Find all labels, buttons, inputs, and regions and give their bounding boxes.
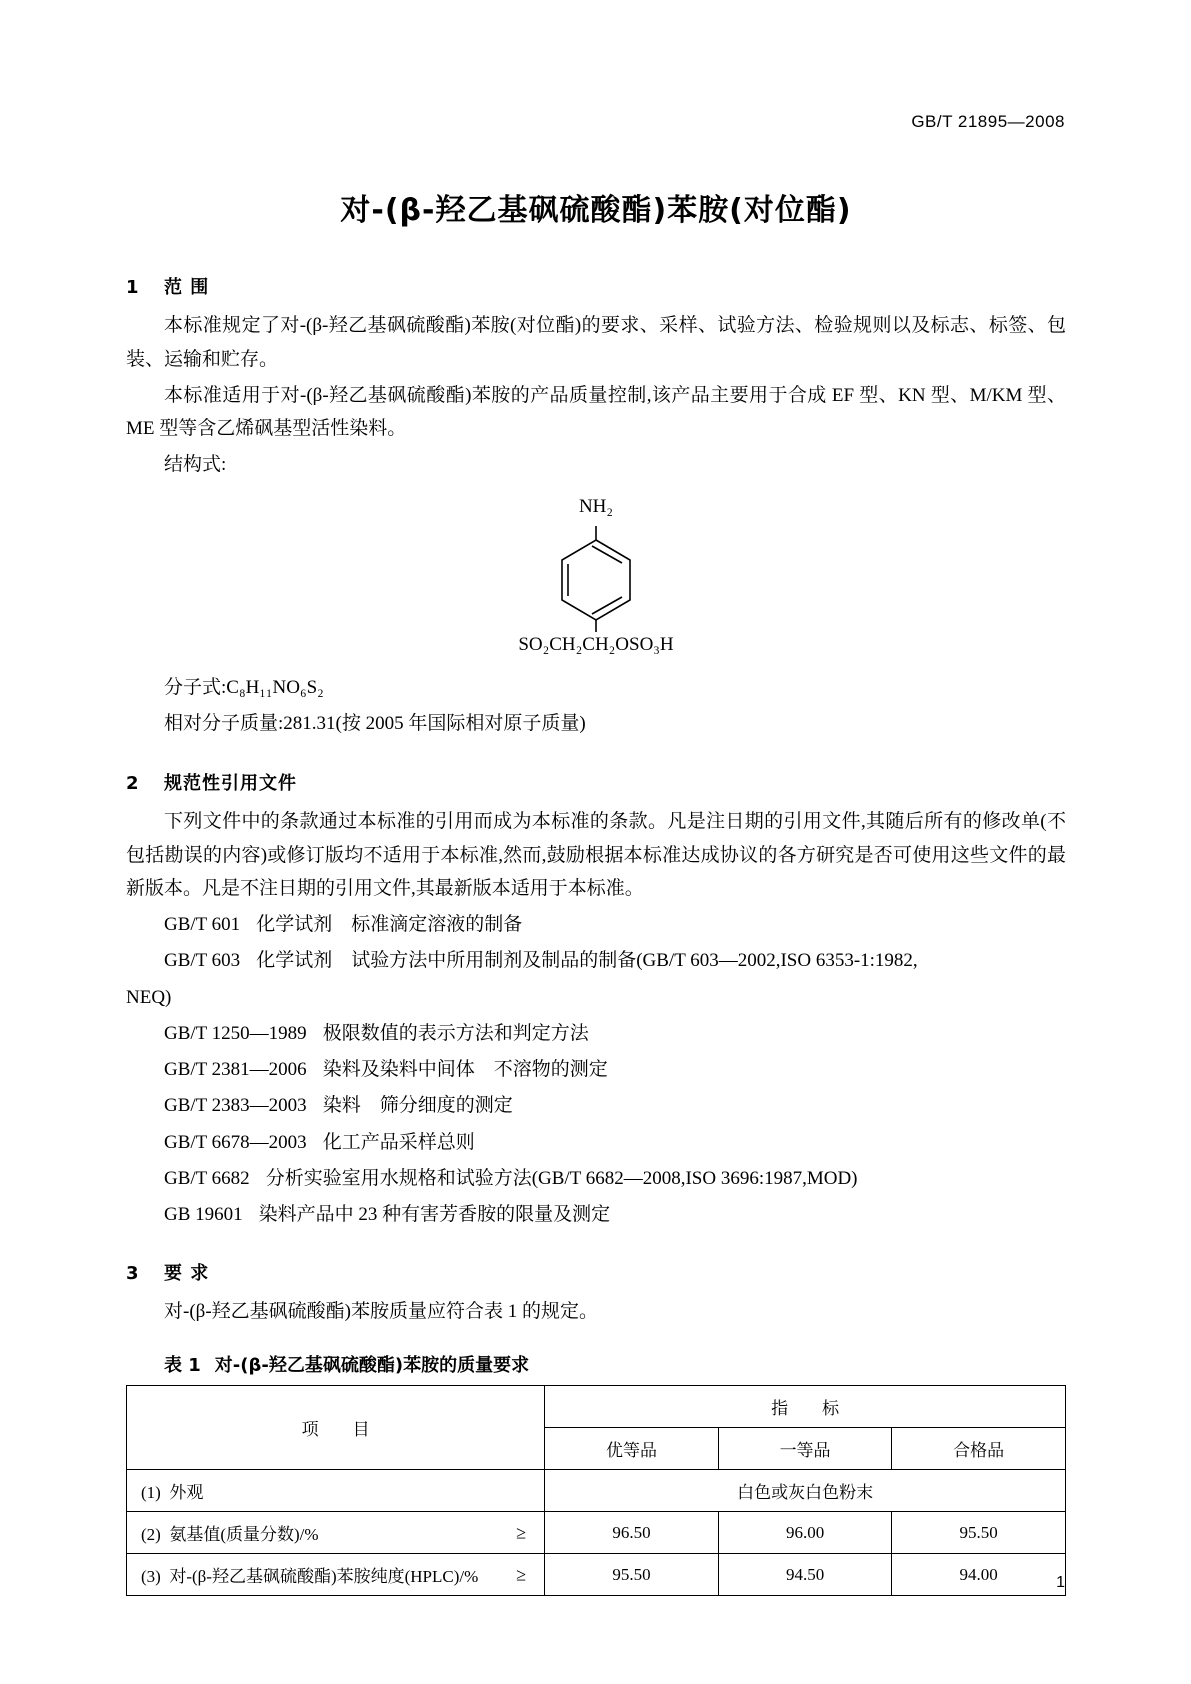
table-cell-value: 96.50 xyxy=(545,1512,719,1554)
section-heading-scope xyxy=(126,273,1066,299)
table-header-grade-1: 优等品 xyxy=(545,1428,719,1470)
reference-text: 化学试剂 标准滴定溶液的制备 xyxy=(256,914,523,936)
molar-mass-line: 相对分子质量:281.31(按 2005 年国际相对原子质量) xyxy=(164,712,586,734)
table-row xyxy=(127,1512,1066,1554)
section-number-2: 2 xyxy=(126,772,140,794)
table-cell-value-merged: 白色或灰白色粉末 xyxy=(545,1470,1066,1512)
requirements-table xyxy=(126,1385,1066,1596)
page-title: 对-(β-羟乙基砜硫酸酯)苯胺(对位酯) xyxy=(340,193,852,228)
benzene-ring-icon xyxy=(536,524,656,637)
section-number-3: 3 xyxy=(126,1263,140,1285)
section-heading-requirements xyxy=(126,1259,1066,1285)
list-item xyxy=(164,1126,1066,1159)
molecular-formula-line xyxy=(164,671,1066,705)
table-header-grade-2: 一等品 xyxy=(718,1428,892,1470)
table-cell-item xyxy=(127,1554,545,1596)
table-cell-item xyxy=(127,1470,545,1512)
table-header-index-group: 指 标 xyxy=(545,1386,1066,1428)
reference-code: GB 19601 xyxy=(164,1204,243,1226)
structure-bottom-group: SO₂CH₂CH₂OSO₃H xyxy=(518,634,674,656)
list-item xyxy=(164,1162,1066,1195)
references-intro: 下列文件中的条款通过本标准的引用而成为本标准的条款。凡是注日期的引用文件,其随后所有的修改单(不包括勘误的内容)或修订版均不适用于本标准,然而,鼓励根据本标准达成协议的各方研究是否可使用这些文件的最新版本。凡是不注日期的引用文件,其最新版本适用于本标准。 xyxy=(126,810,1066,900)
structure-label: 结构式: xyxy=(164,454,227,476)
list-item xyxy=(164,1017,1066,1050)
row-number: (3) xyxy=(141,1567,161,1587)
reference-code: GB/T 2383—2003 xyxy=(164,1095,307,1117)
reference-code: GB/T 601 xyxy=(164,914,241,936)
section-title-3: 要 求 xyxy=(164,1263,210,1285)
table-row xyxy=(127,1470,1066,1512)
reference-text-continued: NEQ) xyxy=(126,986,172,1008)
table-cell-value: 94.50 xyxy=(718,1554,892,1596)
molecular-formula-value: C₈H₁₁NO₆S₂ xyxy=(226,677,324,699)
row-item-text: 氨基值(质量分数)/% xyxy=(169,1525,319,1545)
row-item-text: 对-(β-羟乙基砜硫酸酯)苯胺纯度(HPLC)/% xyxy=(169,1567,479,1587)
section-number-1: 1 xyxy=(126,277,140,298)
row-number: (2) xyxy=(141,1525,161,1545)
benzene-ring-svg xyxy=(536,524,656,632)
table-cell-value: 95.50 xyxy=(892,1512,1066,1554)
reference-text: 染料产品中 23 种有害芳香胺的限量及测定 xyxy=(258,1204,611,1226)
chemical-structure-figure xyxy=(126,496,1066,661)
table-caption-number: 表 1 xyxy=(164,1355,201,1377)
reference-text: 染料 筛分细度的测定 xyxy=(322,1095,513,1117)
molecular-formula-label: 分子式: xyxy=(164,677,227,699)
section-title-2: 规范性引用文件 xyxy=(164,772,297,794)
row-item-text: 外观 xyxy=(169,1483,204,1503)
list-item xyxy=(164,908,1066,941)
page-number: 1 xyxy=(1056,1574,1065,1591)
row-number: (1) xyxy=(141,1483,161,1503)
reference-text: 极限数值的表示方法和判定方法 xyxy=(322,1022,589,1044)
requirements-paragraph: 对-(β-羟乙基砜硫酸酯)苯胺质量应符合表 1 的规定。 xyxy=(164,1301,598,1323)
page-header-standard-number: GB/T 21895—2008 xyxy=(911,112,1065,131)
table-cell-item xyxy=(127,1512,545,1554)
row-comparator: ≥ xyxy=(516,1564,527,1585)
structure-drawing xyxy=(466,496,726,656)
scope-paragraph-2: 本标准适用于对-(β-羟乙基砜硫酸酯)苯胺的产品质量控制,该产品主要用于合成 EF 型、KN 型、M/KM 型、ME 型等含乙烯砜基型活性染料。 xyxy=(126,384,1066,440)
reference-code: GB/T 2381—2006 xyxy=(164,1059,307,1081)
reference-code: GB/T 603 xyxy=(164,950,241,972)
table-cell-value: 95.50 xyxy=(545,1554,719,1596)
list-item xyxy=(164,1198,1066,1231)
reference-code: GB/T 6682 xyxy=(164,1167,250,1189)
table-header-grade-3: 合格品 xyxy=(892,1428,1066,1470)
section-heading-references xyxy=(126,769,1066,795)
list-item xyxy=(164,944,1066,977)
reference-code: GB/T 1250—1989 xyxy=(164,1022,307,1044)
table-caption xyxy=(164,1351,1066,1377)
scope-paragraph-1: 本标准规定了对-(β-羟乙基砜硫酸酯)苯胺(对位酯)的要求、采样、试验方法、检验规则以及标志、标签、包装、运输和贮存。 xyxy=(126,315,1066,370)
document-content xyxy=(126,185,1066,1596)
table-cell-value: 96.00 xyxy=(718,1512,892,1554)
row-comparator: ≥ xyxy=(516,1522,527,1543)
list-item xyxy=(164,1089,1066,1122)
reference-text: 分析实验室用水规格和试验方法(GB/T 6682—2008,ISO 3696:1987,MOD) xyxy=(265,1167,858,1189)
section-title-1: 范 围 xyxy=(164,277,210,298)
table-caption-text: 对-(β-羟乙基砜硫酸酯)苯胺的质量要求 xyxy=(214,1355,530,1377)
table-cell-value: 94.00 xyxy=(892,1554,1066,1596)
reference-text: 化工产品采样总则 xyxy=(322,1131,475,1153)
table-row xyxy=(127,1554,1066,1596)
table-header-row xyxy=(127,1386,1066,1428)
reference-text: 化学试剂 试验方法中所用制剂及制品的制备(GB/T 603—2002,ISO 6353-1:1982, xyxy=(256,950,918,972)
reference-code: GB/T 6678—2003 xyxy=(164,1131,307,1153)
reference-list xyxy=(126,908,1066,1231)
table-header-item: 项 目 xyxy=(127,1386,545,1470)
list-item xyxy=(164,1053,1066,1086)
reference-text: 染料及染料中间体 不溶物的测定 xyxy=(322,1059,608,1081)
structure-top-group: NH₂ xyxy=(578,496,614,518)
